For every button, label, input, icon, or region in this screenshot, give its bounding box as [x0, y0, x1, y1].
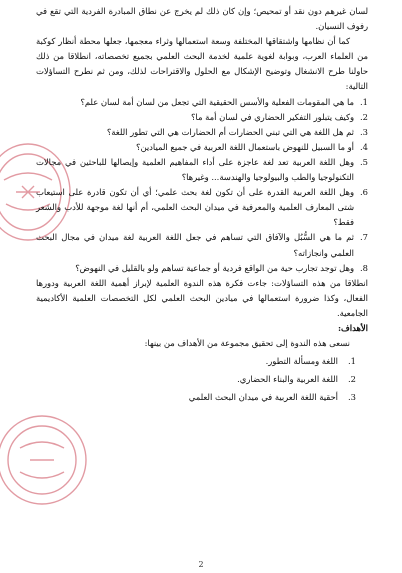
objectives-list	[36, 354, 368, 405]
questions-list	[36, 95, 368, 276]
official-stamp-bottom	[0, 412, 90, 508]
list-item: 3. أحقية اللغة العربية في ميدان البحث العلمي	[188, 392, 356, 403]
intro-line: لسان غيرهم دون نقد أو تمحيص؛ وإن كان ذلك لم يخرج عن نطاق المبادرة الفردية التي تقع في رفوف النسيان.	[36, 6, 368, 32]
conclusion-paragraph: انطلاقا من هذه التساؤلات: جاءت فكرة هذه الندوة العلمية لإبراز أهمية اللغة العربية ودورها الفعال، وكذا ضرورة استعمالها في ميادين البحث العلمي لكل التخصصات العلمية الأكاديمية الجامعية.	[36, 277, 368, 318]
list-item: 2. وكيف يتبلور التفكير الحضاري في لسان أمة ما؟	[190, 111, 368, 122]
list-item: 1. ما هي المقومات الفعلية والأسس الحقيقية التي تجعل من لسان أمة لسان علم؟	[80, 96, 368, 107]
list-item: 4. أو ما السبيل للنهوض باستعمال اللغة العربية في جميع الميادين؟	[136, 141, 368, 152]
intro-paragraph: كما أن نظامها واشتقاقها المختلفة وسعة استعمالها وثراء معجمها، جعلها محطة أنظار كوكبة من العلماء العرب، وبوابة لغوية علمية لخدمة البحث العلمي بجميع تخصصاته، انطلاقا من ذلك حاولنا طرح الانشغال وتوضيح الإشكال مع الحلول والاقتراحات لذلك، ومن ثم نطرح التساؤلات التالية:	[36, 36, 368, 92]
objectives-heading: الأهداف:	[337, 322, 368, 333]
list-item: 7. ثم ما هي السُّبُل والآفاق التي تساهم في جعل اللغة العربية لغة ميدان في مجال البحث العلمي وانجازاته؟	[36, 232, 368, 258]
list-item: 5. وهل اللغة العربية تعد لغة عاجزة على أداء المفاهيم العلمية وإيصالها للباحثين في مجالات التكنولوجيا والطب والبيولوجيا والهندسة... وغيرها؟	[36, 156, 368, 183]
list-item: 8. وهل توجد تجارب حية من الواقع فردية أو جماعية تساهم ولو بالقليل في النهوض؟	[75, 262, 368, 273]
objectives-intro: نسعى هذه الندوة إلى تحقيق مجموعة من الأهداف من بينها:	[144, 338, 350, 349]
list-item: 2. اللغة العربية والبناء الحضاري.	[237, 374, 356, 385]
document-body	[36, 4, 368, 405]
page-number: 2	[198, 560, 204, 569]
list-item: 3. ثم هل اللغة هي التي تبني الحضارات أم الحضارات هي التي تطور اللغة؟	[106, 126, 368, 137]
list-item: 1. اللغة ومسألة التطور.	[265, 356, 356, 367]
list-item: 6. وهل اللغة العربية القدرة على أن تكون لغة بحث علمي؛ أي أن تكون قادرة على استيعاب شتى المعارف العلمية والمعرفية في ميدان البحث العلمي، أم أنها لغة موجهة للأدب والشعر فقط؟	[36, 187, 368, 228]
